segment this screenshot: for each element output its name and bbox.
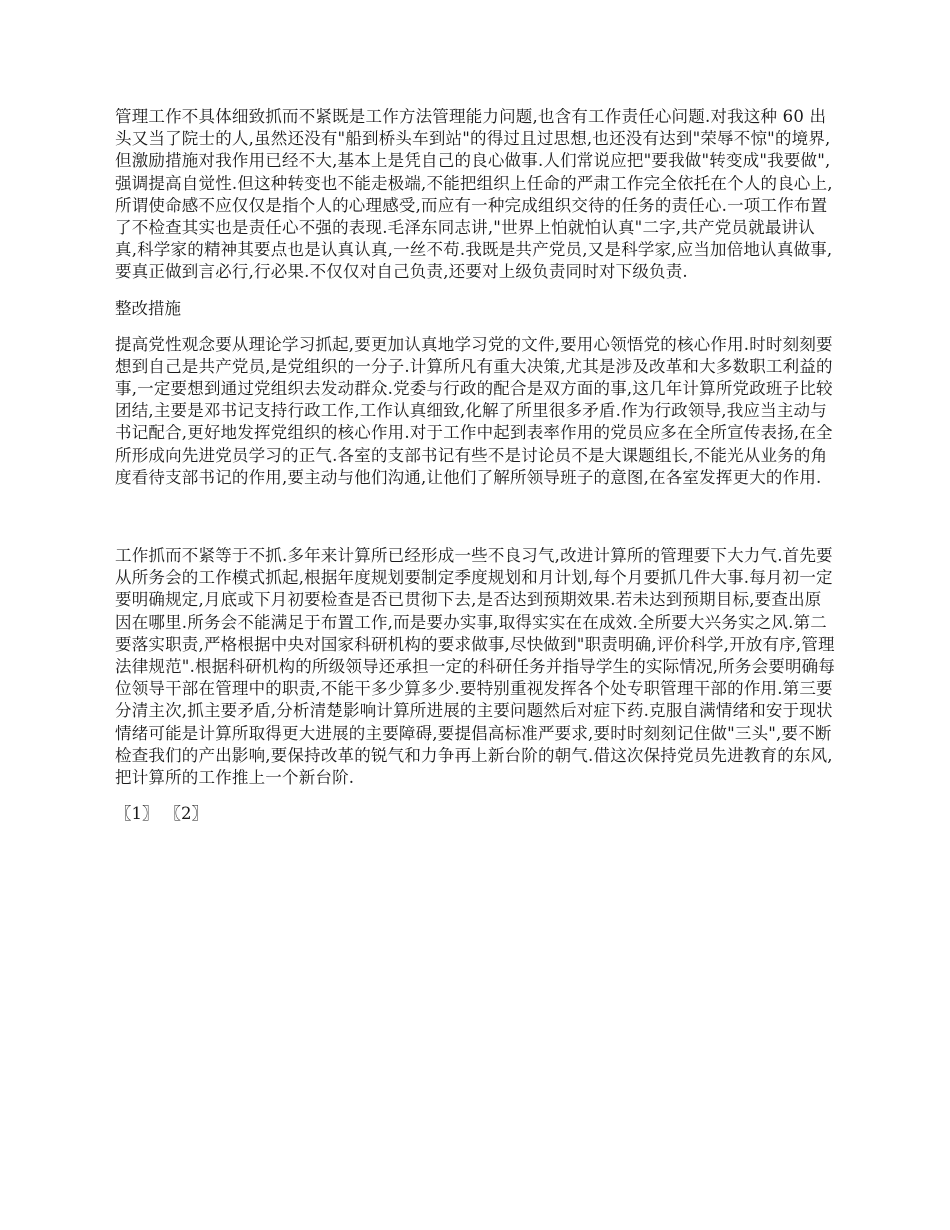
section-heading: 整改措施 — [115, 298, 181, 318]
paragraph-party-awareness: 提高党性观念要从理论学习抓起,要更加认真地学习党的文件,要用心领悟党的核心作用.时时刻刻要想到自己是共产党员,是党组织的一分子.计算所凡有重大决策,尤其是涉及改革和大多数职工利益的事,一定要想到通过党组织去发动群众.党委与行政的配合是双方面的事,这几年计算所党政班子比较团结,主要是邓书记支持行政工作,工作认真细致,化解了所里很多矛盾.作为行政领导,我应当主动与书记配合,更好地发挥党组织的核心作用.对于工作中起到表率作用的党员应多在全所宣传表扬,在全所形成向先进党员学习的正气.各室的支部书记有些不是讨论员不是大课题组长,不能光从业务的角度看待支部书记的作用,要主动与他们沟通,让他们了解所领导班子的意图,在各室发挥更大的作用. — [115, 334, 833, 487]
page-link-2[interactable]: 〖2〗 — [164, 804, 208, 824]
pagination — [115, 803, 837, 825]
paragraph-responsibility: 管理工作不具体细致抓而不紧既是工作方法管理能力问题,也含有工作责任心问题.对我这种 60 出头又当了院士的人,虽然还没有"船到桥头车到站"的得过且过思想,也还没有达到"荣辱不惊"的境界,但激励措施对我作用已经不大,基本上是凭自己的良心做事.人们常说应把"要我做"转变成"我要做",强调提高自觉性.但这种转变也不能走极端,不能把组织上任命的严肃工作完全依托在个人的良心上,所谓使命感不应仅仅是指个人的心理感受,而应有一种完成组织交待的任务的责任心.一项工作布置了不检查其实也是责任心不强的表现.毛泽东同志讲,"世界上怕就怕认真"二字,共产党员就最讲认真,科学家的精神其要点也是认真认真,一丝不苟.我既是共产党员,又是科学家,应当加倍地认真做事,要真正做到言必行,行必果.不仅仅对自己负责,还要对上级负责同时对下级负责. — [115, 107, 833, 282]
document-body — [115, 106, 837, 825]
paragraph-management: 工作抓而不紧等于不抓.多年来计算所已经形成一些不良习气,改进计算所的管理要下大力气.首先要从所务会的工作模式抓起,根据年度规划要制定季度规划和月计划,每个月要抓几件大事.每月初一定要明确规定,月底或下月初要检查是否已贯彻下去,是否达到预期效果.若未达到预期目标,要查出原因在哪里.所务会不能满足于布置工作,而是要办实事,取得实实在在成效.全所要大兴务实之风.第二要落实职责,严格根据中央对国家科研机构的要求做事,尽快做到"职责明确,评价科学,开放有序,管理法律规范".根据科研机构的所级领导还承担一定的科研任务并指导学生的实际情况,所务会要明确每位领导干部在管理中的职责,不能干多少算多少.要特别重视发挥各个处专职管理干部的作用.第三要分清主次,抓主要矛盾,分析清楚影响计算所进展的主要问题然后对症下药.克服自满情绪和安于现状情绪可能是计算所取得更大进展的主要障碍,要提倡高标准严要求,要时时刻刻记住做"三头",要不断检查我们的产出影响,要保持改革的锐气和力争再上新台阶的朝气.借这次保持党员先进教育的东风,把计算所的工作推上一个新台阶. — [115, 546, 836, 788]
page-link-1[interactable]: 〖1〗 — [115, 804, 159, 824]
